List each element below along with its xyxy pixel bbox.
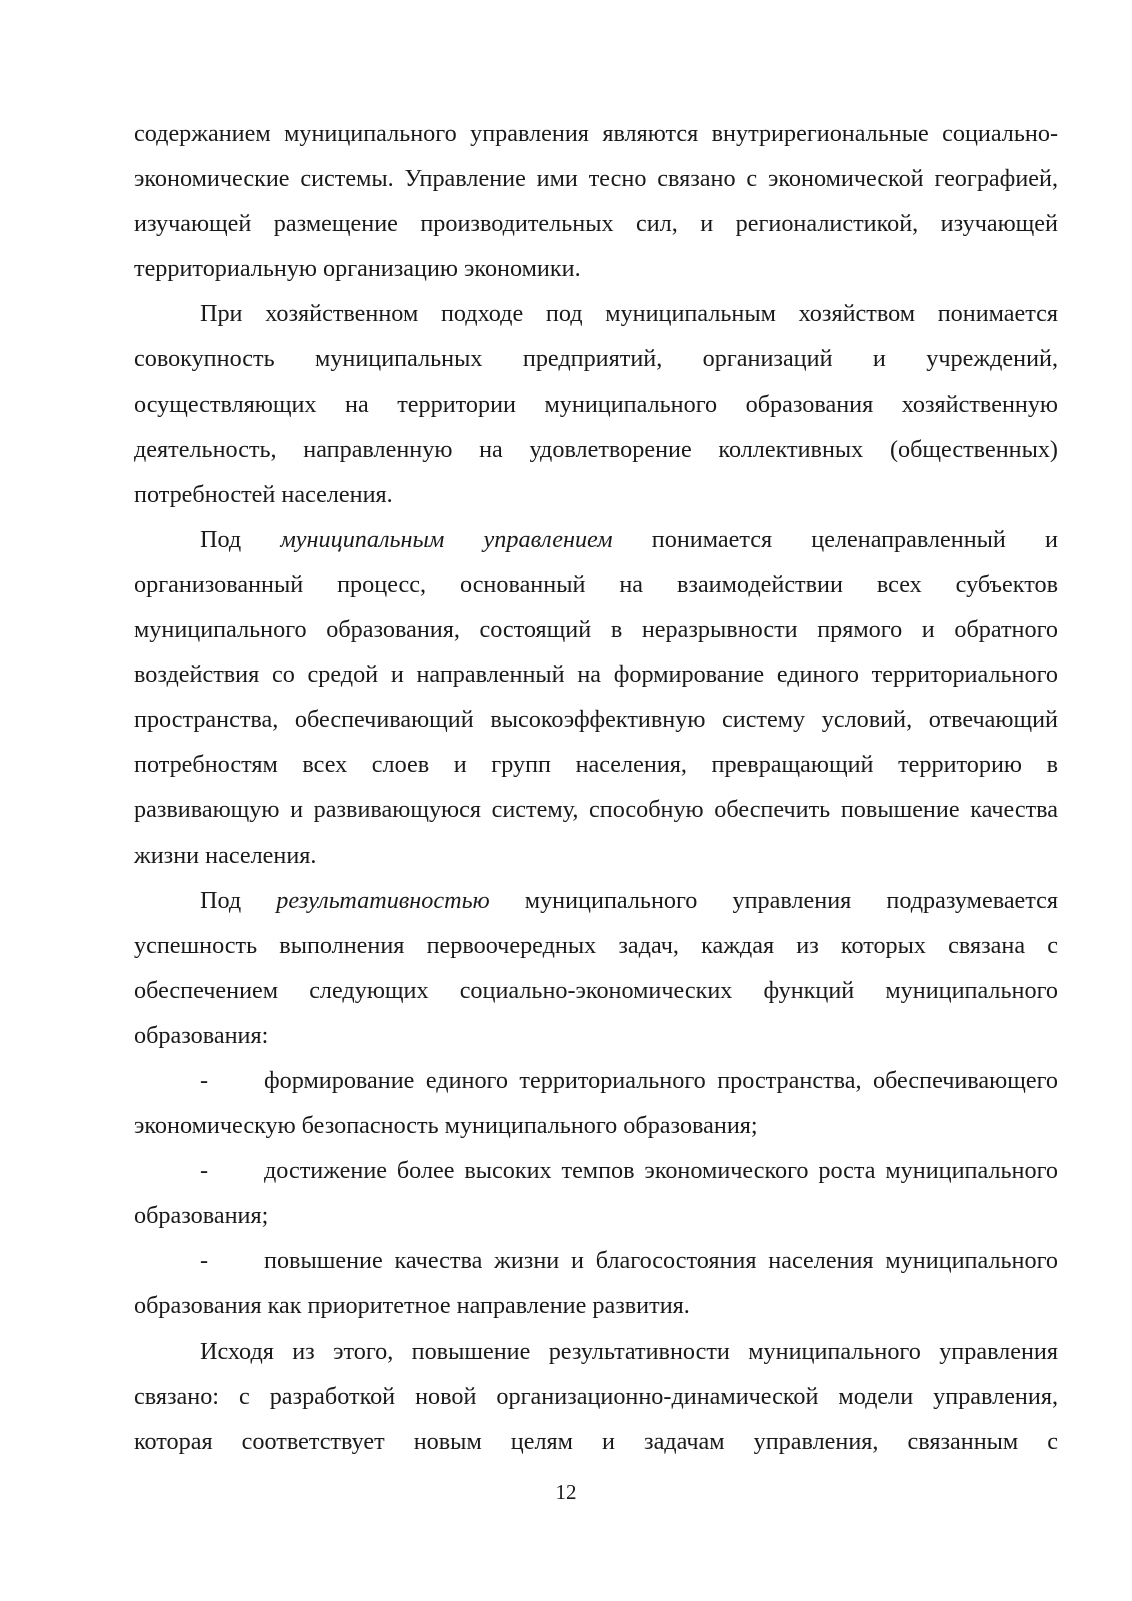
- paragraph-rest: муниципального управления подразумевается успешность выполнения первоочередных задач, каждая из которых связана с обеспечением следующих социально-экономических функций муниципального образования:: [134, 886, 1059, 1049]
- list-dash-marker: -: [200, 1247, 209, 1275]
- list-item-text: повышение качества жизни и благосостояния населения муниципального образования как приоритетное направление развития.: [134, 1247, 1058, 1320]
- list-dash-marker: -: [200, 1066, 209, 1094]
- paragraph-lead: Под: [200, 525, 281, 553]
- paragraph-continued: содержанием муниципального управления являются внутрирегиональные социально-экономические системы. Управление ими тесно связано с экономической географией, изучающей размещение производительных сил, и регионалистикой, изучающей территориальную организацию экономики.: [134, 120, 1058, 283]
- paragraph-lead: Под: [200, 886, 277, 914]
- page-body: [134, 111, 1058, 1464]
- emphasis-term: муниципальным управлением: [280, 525, 613, 553]
- emphasis-term: результативностью: [276, 886, 490, 914]
- page-number: 12: [555, 1480, 577, 1504]
- list-item: [134, 1148, 1058, 1238]
- list-item-text: формирование единого территориального пространства, обеспечивающего экономическую безопасность муниципального образования;: [134, 1066, 1058, 1140]
- list-item-text: достижение более высоких темпов экономического роста муниципального образования;: [134, 1157, 1058, 1230]
- paragraph-rest: понимается целенаправленный и организованный процесс, основанный на взаимодействии всех субъектов муниципального образования, состоящий в неразрывности прямого и обратного воздействия со средой и направленный на формирование единого территориального пространства, обеспечивающий высокоэффективную систему условий, отвечающий потребностям всех слоев и групп населения, превращающий территорию в развивающую и развивающуюся систему, способную обеспечить повышение качества жизни населения.: [134, 525, 1058, 869]
- list-dash-marker: -: [200, 1157, 209, 1185]
- paragraph-closing: Исходя из этого, повышение результативности муниципального управления связано: с разработкой новой организационно-динамической модели управления, которая соответствует новым целям и задачам управления, связанным с: [134, 1337, 1058, 1455]
- paragraph-effectiveness-definition: [134, 878, 1058, 1058]
- paragraph-municipal-economy: При хозяйственном подходе под муниципальным хозяйством понимается совокупность муниципальных предприятий, организаций и учреждений, осуществляющих на территории муниципального образования хозяйственную деятельность, направленную на удовлетворение коллективных (общественных) потребностей населения.: [134, 300, 1058, 508]
- list-item: [134, 1238, 1058, 1328]
- paragraph-municipal-management-definition: [134, 517, 1058, 878]
- list-item: [134, 1058, 1058, 1148]
